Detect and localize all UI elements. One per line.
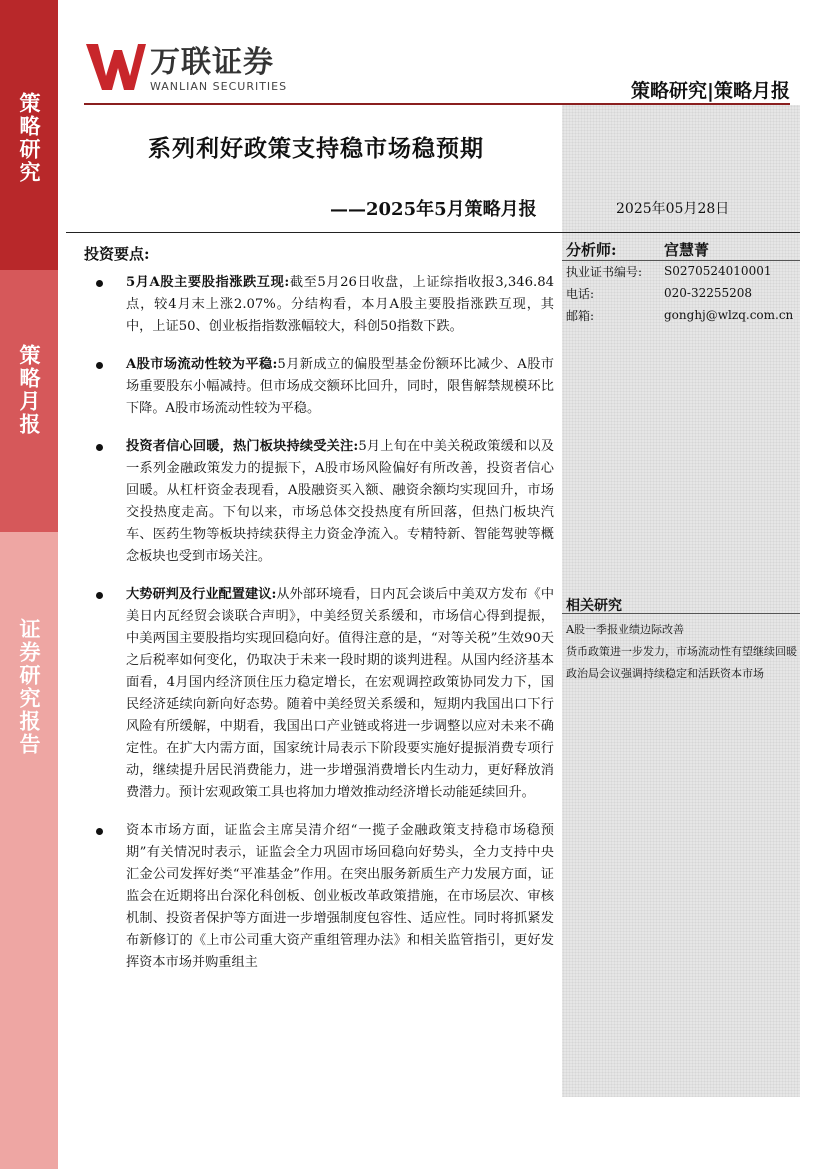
logo-english-name: WANLIAN SECURITIES (150, 80, 288, 93)
cert-label: 执业证书编号: (566, 264, 643, 279)
report-date: 2025年05月28日 (616, 201, 730, 217)
related-item[interactable]: A股一季报业绩边际改善 (566, 623, 684, 636)
bullet-lead: 大势研判及行业配置建议: (126, 587, 277, 602)
phone-number: 020-32255208 (664, 286, 753, 300)
bullet-text: 5月上旬在中美关税政策缓和以及一系列金融政策发力的提振下，A股市场风险偏好有所改善，投资者信心回暖。从杠杆资金表现看，A股融资买入额、融资余额均实现回升，市场交投热度走高。下旬以来，市场总体交投热度有所回落，但热门板块汽车、医药生物等板块持续获得主力资金净流入。专精特新、智能驾驶等概念板块也受到市场关注。 (126, 439, 555, 564)
related-item[interactable]: 政治局会议强调持续稳定和活跃资本市场 (566, 667, 764, 680)
list-item (84, 436, 554, 568)
bullet-dot-icon (96, 280, 103, 287)
report-subtitle: ——2025年5月策略月报 (330, 199, 537, 220)
bullet-lead: 5月A股主要股指涨跌互现: (126, 275, 290, 290)
bullet-lead: A股市场流动性较为平稳: (126, 357, 278, 372)
analyst-info (566, 238, 796, 326)
bullet-text: 资本市场方面，证监会主席吴清介绍“一揽子金融政策支持稳市场稳预期”有关情况时表示，证监会全力巩固市场回稳向好势头，全力支持中央汇金公司发挥好类“平准基金”作用。在突出服务新质生产力发展方面，证监会在近期将出台深化科创板、创业板改革政策措施，在市场层次、审核机制、投资者保护等方面进一步增强制度包容性、适应性。同时将抓紧发布新修订的《上市公司重大资产重组管理办法》和相关监管指引，更好发挥资本市场并购重组主 (126, 823, 554, 970)
bullet-dot-icon (96, 592, 103, 599)
related-research (566, 595, 798, 685)
analyst-name: 宫慧菁 (664, 240, 710, 259)
sidebar-label-strategy-research: 策略研究 (17, 92, 41, 184)
bullet-text: 从外部环境看，日内瓦会谈后中美双方发布《中美日内瓦经贸会谈联合声明》，中美经贸关系缓和，市场信心得到提振，中美两国主要股指均实现回稳向好。值得注意的是，“对等关税”生效90天之后税率如何变化，仍取决于未来一段时期的谈判进程。从国内经济基本面看，4月国内经济顶住压力稳定增长，在宏观调控政策协同发力下，国民经济延续向新向好态势。随着中美经贸关系缓和，短期内我国出口下行风险有所缓解，中期看，我国出口产业链或将进一步调整以应对未来不确定性。在扩大内需方面，国家统计局表示下阶段要实施好提振消费专项行动，继续提升居民消费能力，进一步增强消费增长内生动力，更好释放消费潜力。预计宏观政策工具也将加力增效推动经济增长动能延续回升。 (126, 587, 555, 800)
list-item (84, 272, 554, 338)
report-title: 系列利好政策支持稳市场稳预期 (148, 135, 484, 162)
sidebar-label-securities-report: 证券研究报告 (17, 618, 41, 756)
company-logo (84, 40, 287, 100)
phone-label: 电话: (566, 286, 595, 301)
bullet-text: 截至5月26日收盘，上证综指收报3,346.84点，较4月末上涨2.07%。分结构看，本月A股主要股指涨跌互现，其中，上证50、创业板指指数涨幅较大，科创50指数下跌。 (126, 275, 554, 334)
related-heading: 相关研究 (566, 598, 622, 614)
list-item (84, 354, 554, 420)
key-points-heading: 投资要点: (84, 245, 150, 263)
bullet-text: 5月新成立的偏股型基金份额环比减少、A股市场重要股东小幅减持。但市场成交额环比回升，同时，限售解禁规模环比下降。A股市场流动性较为平稳。 (126, 357, 554, 416)
key-points-list (84, 272, 554, 990)
bullet-dot-icon (96, 362, 103, 369)
left-sidebar-strip (0, 0, 58, 1169)
list-item (84, 820, 554, 974)
wanlian-w-logo-icon (84, 40, 146, 94)
report-category: 策略研究|策略月报 (631, 80, 790, 102)
related-item[interactable]: 货币政策进一步发力，市场流动性有望继续回暖 (566, 645, 797, 658)
sidebar-label-strategy-monthly: 策略月报 (17, 344, 41, 436)
analyst-label: 分析师: (566, 240, 617, 259)
email-address[interactable]: gonghj@wlzq.com.cn (664, 308, 794, 322)
title-divider (66, 232, 800, 233)
cert-number: S0270524010001 (664, 264, 772, 278)
bullet-dot-icon (96, 444, 103, 451)
list-item (84, 584, 554, 804)
logo-chinese-name: 万联证券 (150, 45, 274, 80)
email-label: 邮箱: (566, 308, 595, 323)
bullet-lead: 投资者信心回暖，热门板块持续受关注: (126, 439, 359, 454)
bullet-dot-icon (96, 828, 103, 835)
